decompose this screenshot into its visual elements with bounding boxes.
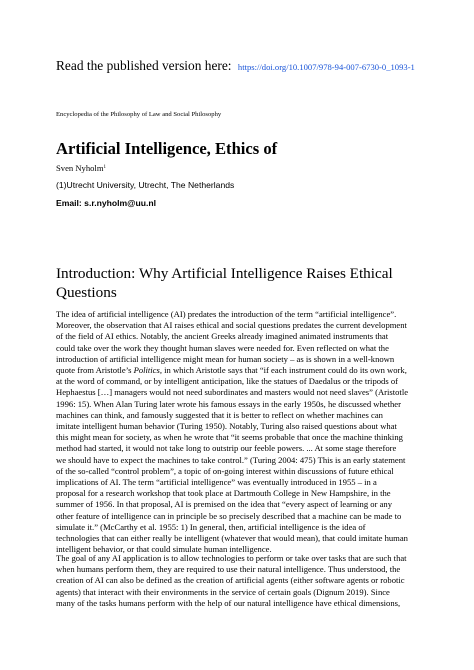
encyclopedia-name: Encyclopedia of the Philosophy of Law and Social Philosophy [56, 111, 222, 118]
paragraph-1 [56, 309, 418, 555]
paragraph-line: introduction of artificial intelligence might mean for human society – as is shown in a well-known [56, 353, 395, 364]
paragraph-line: of the field of AI ethics. Notably, the ancient Greeks already imagined animated instruments that [56, 331, 389, 342]
paragraph-line: proposal for a research workshop that took place at Dartmouth College in New Hampshire, in the [56, 488, 391, 499]
author-superscript: 1 [103, 165, 107, 170]
politics-italic: Politics, [133, 365, 162, 376]
paragraph-line-politics [56, 365, 418, 376]
paragraph-line: could take over the work they thought human slaves were needed for. Even reflected on what the [56, 342, 389, 353]
author-line [56, 163, 106, 173]
line-text: in which Aristotle says that “if each instrument could do its own work, [161, 365, 407, 376]
paragraph-line: Moreover, the observation that AI raises ethical and social questions predates the current development [56, 320, 407, 331]
paragraph-line: agents) that interact with their environments in the service of certain goals (Dignum 2019). Since [56, 586, 390, 597]
published-label: Read the published version here: [56, 58, 232, 73]
paragraph-line: The idea of artificial intelligence (AI) predates the introduction of the term “artificial intelligence”. [56, 309, 397, 319]
paragraph-line: simulate it.” (McCarthy et al. 1955: 1) In general, then, artificial intelligence is the idea of [56, 521, 366, 532]
author-email: Email: s.r.nyholm@uu.nl [56, 198, 157, 208]
paragraph-line: at the word of command, or by intelligent anticipation, like the statues of Daedalus or the tripods of [56, 376, 398, 387]
paragraph-line: technologies that can either really be intelligent (whatever that would mean), that could imitate human [56, 533, 408, 544]
paragraph-line: summer of 1956. In that proposal, AI is premised on the idea that “every aspect of learning or any [56, 499, 393, 510]
paragraph-line: implications of AI. The term “artificial intelligence” was eventually introduced in 1955 – in a [56, 477, 377, 488]
line-text: quote from Aristotle’s [56, 365, 134, 376]
paragraph-line: we should have to expect the machines to take control.” (Turing 2004: 475) This is an early statement [56, 454, 406, 465]
paragraph-line: when humans perform them, they are required to use their natural intelligence. Thus understood, the [56, 564, 401, 575]
paragraph-line: The goal of any AI application is to allow technologies to perform or take over tasks that are such that [56, 553, 407, 563]
paragraph-2 [56, 553, 418, 609]
paragraph-line: Hephaestus […] managers would not need subordinates and masters would not need slaves” (Aristotle [56, 387, 409, 398]
paragraph-line: many of the tasks humans perform with the help of our natural intelligence have ethical dimensions, [56, 597, 401, 608]
paragraph-line: intelligent behavior, or that could simulate human intelligence. [56, 544, 272, 555]
author-name: Sven Nyholm [56, 163, 104, 173]
published-version-line [56, 58, 415, 74]
paragraph-line: this might mean for society, as when he wrote that “it seems probable that once the machine thinking [56, 432, 403, 443]
affiliation: (1)Utrecht University, Utrecht, The Netherlands [56, 180, 235, 190]
section-heading: Introduction: Why Artificial Intelligence Raises Ethical Questions [56, 265, 393, 301]
doi-link[interactable]: https://doi.org/10.1007/978-94-007-6730-0_1093-1 [237, 62, 415, 72]
paragraph-line: of the so-called “control problem”, a topic of on-going interest within discussions of future ethical [56, 465, 394, 476]
paragraph-line: method had started, it would not take long to outstrip our feeble powers. ... At some stage therefore [56, 443, 397, 454]
paragraph-line: other feature of intelligence can in principle be so precisely described that a machine can be made to [56, 510, 402, 521]
paragraph-line: machines can think, and famously suggested that it is better to reflect on whether machines can [56, 409, 383, 420]
paragraph-line: 1996: 15). When Alan Turing later wrote his famous essays in the early 1950s, he discussed whether [56, 398, 401, 409]
paragraph-line: creation of AI can also be defined as the creation of artificial agents (either software agents or robotic [56, 575, 405, 586]
article-title: Artificial Intelligence, Ethics of [56, 139, 278, 158]
paragraph-line: imitate intelligent human behavior (Turing 1950). Notably, Turing also raised questions about what [56, 421, 397, 432]
